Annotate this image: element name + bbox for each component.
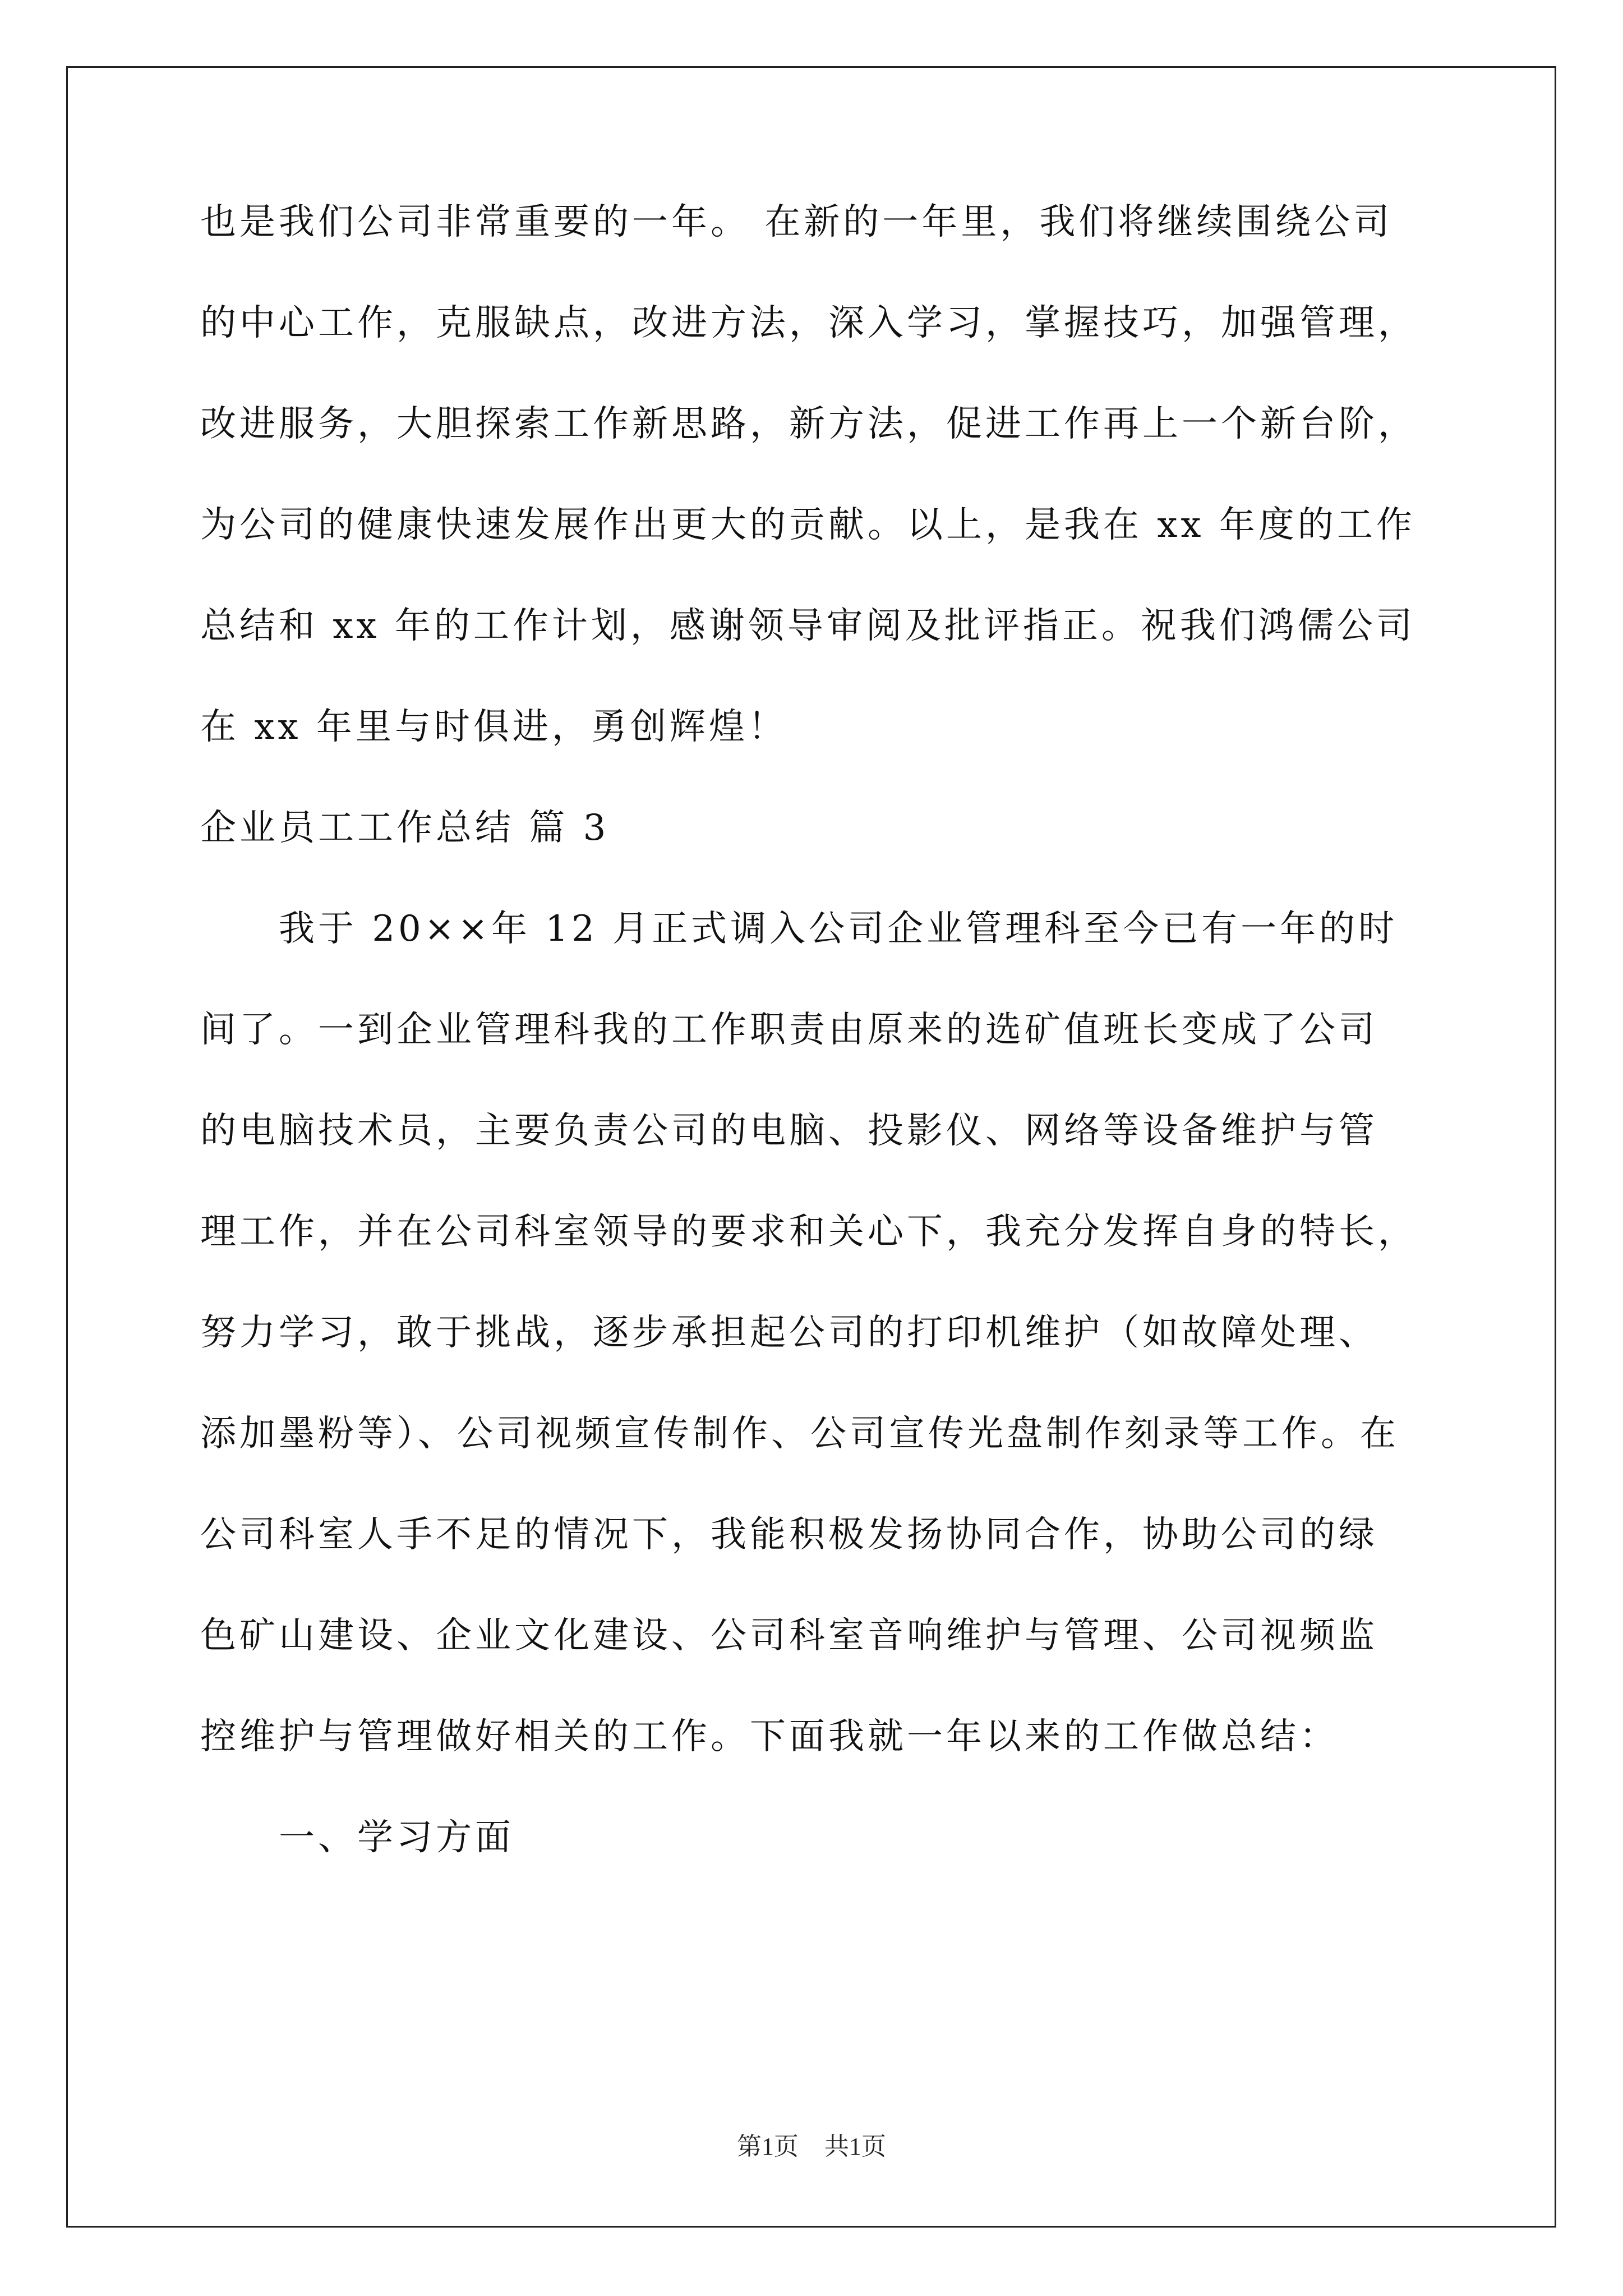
- text-line: 努力学习，敢于挑战，逐步承担起公司的打印机维护（如故障处理、: [200, 1312, 1378, 1354]
- text-line: 改进服务，大胆探索工作新思路，新方法，促进工作再上一个新台阶，: [200, 403, 1417, 445]
- subsection-heading: 一、学习方面: [279, 1817, 514, 1858]
- text-line: 添加墨粉等）、公司视频宣传制作、公司宣传光盘制作刻录等工作。在: [200, 1413, 1399, 1455]
- text-line: 为公司的健康快速发展作出更大的贡献。以上，是我在 xx 年度的工作: [200, 504, 1415, 546]
- text-line: 的电脑技术员，主要负责公司的电脑、投影仪、网络等设备维护与管: [200, 1110, 1378, 1152]
- text-line: 色矿山建设、企业文化建设、公司科室音响维护与管理、公司视频监: [200, 1615, 1378, 1657]
- page-footer: [0, 2126, 1623, 2162]
- text-line: 的中心工作，克服缺点，改进方法，深入学习，掌握技巧，加强管理，: [200, 302, 1417, 344]
- text-line: 公司科室人手不足的情况下，我能积极发扬协同合作，协助公司的绿: [200, 1514, 1378, 1556]
- text-line: 总结和 xx 年的工作计划，感谢领导审阅及批评指正。祝我们鸿儒公司: [200, 605, 1415, 647]
- text-line: 控维护与管理做好相关的工作。下面我就一年以来的工作做总结：: [200, 1716, 1339, 1757]
- page-number: 第1页: [737, 2133, 799, 2160]
- text-line: 也是我们公司非常重要的一年。 在新的一年里，我们将继续围绕公司: [200, 201, 1393, 243]
- paragraph-first-line: 我于 20××年 12 月正式调入公司企业管理科至今已有一年的时: [279, 908, 1398, 950]
- text-line: 在 xx 年里与时俱进，勇创辉煌！: [200, 706, 787, 748]
- section-heading: 企业员工工作总结 篇 3: [200, 807, 610, 849]
- page-total: 共1页: [824, 2133, 886, 2160]
- text-line: 间了。一到企业管理科我的工作职责由原来的选矿值班长变成了公司: [200, 1009, 1378, 1051]
- document-body: [200, 202, 1445, 1918]
- text-line: 理工作，并在公司科室领导的要求和关心下，我充分发挥自身的特长，: [200, 1211, 1417, 1253]
